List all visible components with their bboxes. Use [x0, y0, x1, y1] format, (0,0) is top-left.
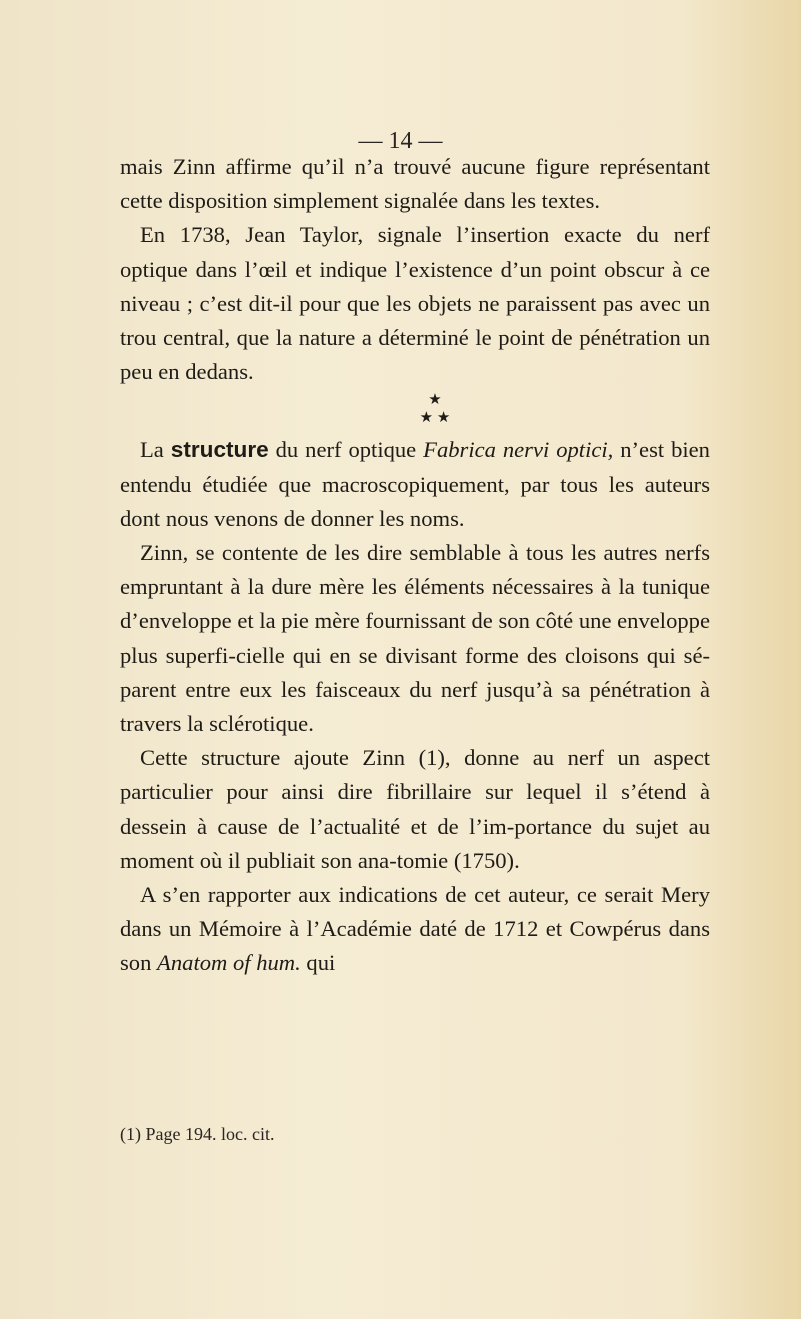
paragraph-continuation: mais Zinn affirme qu’il n’a trouvé aucune figure représentant cette disposition simplement signalée dans les textes.: [120, 154, 710, 214]
page-number: — 14 —: [358, 128, 443, 154]
section-separator: [120, 391, 710, 427]
paragraph-taylor: En 1738, Jean Taylor, signale l’insertion exacte du nerf optique dans l’œil et indique l’existence d’un point obscur à ce niveau ; c’est dit-il pour que les objets ne paraissent pas avec un trou central, que la nature a déterminé le point de pénétration un peu en dedans.: [120, 222, 710, 385]
paragraph-structure: [120, 433, 710, 536]
latin-term: Fabrica nervi optici,: [423, 437, 614, 463]
footnote: (1) Page 194. loc. cit.: [120, 1124, 275, 1144]
paragraph-zinn: Zinn, se contente de les dire semblable à tous les autres nerfs empruntant à la dure mère les éléments nécessaires à la tunique d’enveloppe et la pie mère fournissant de son côté une enveloppe plus superfi-cielle qui en se divisant forme des cloisons qui sé-parent entre eux les faisceaux du nerf jusqu’à sa pénétration à travers la sclérotique.: [120, 540, 710, 737]
star-icon-bottom: ★ ★: [419, 410, 451, 427]
structure-mid: du nerf optique: [268, 437, 424, 463]
mery-end: qui: [300, 950, 336, 976]
paragraph-mery: [120, 878, 710, 981]
mery-start: A s’en rapporter aux indications de cet auteur, ce serait Mery dans un Mémoire à l’Académie daté de 1712 et Cowpérus dans son: [120, 882, 710, 976]
paragraph-zinn-structure: Cette structure ajoute Zinn (1), donne au nerf un aspect particulier pour ainsi dire fibrillaire sur lequel il s’étend à dessein à cause de l’actualité et de l’im-portance du sujet au moment où il publiait son ana-tomie (1750).: [120, 745, 710, 873]
structure-end: n’est bien entendu étudiée que macroscopiquement, par tous les auteurs dont nous venons de donner les noms.: [120, 437, 710, 531]
structure-intro: La: [140, 437, 171, 463]
body-text: [120, 150, 710, 981]
star-icon-top: ★: [428, 392, 442, 409]
structure-keyword: structure: [170, 437, 269, 463]
anatom-title: Anatom of hum.: [157, 950, 301, 976]
